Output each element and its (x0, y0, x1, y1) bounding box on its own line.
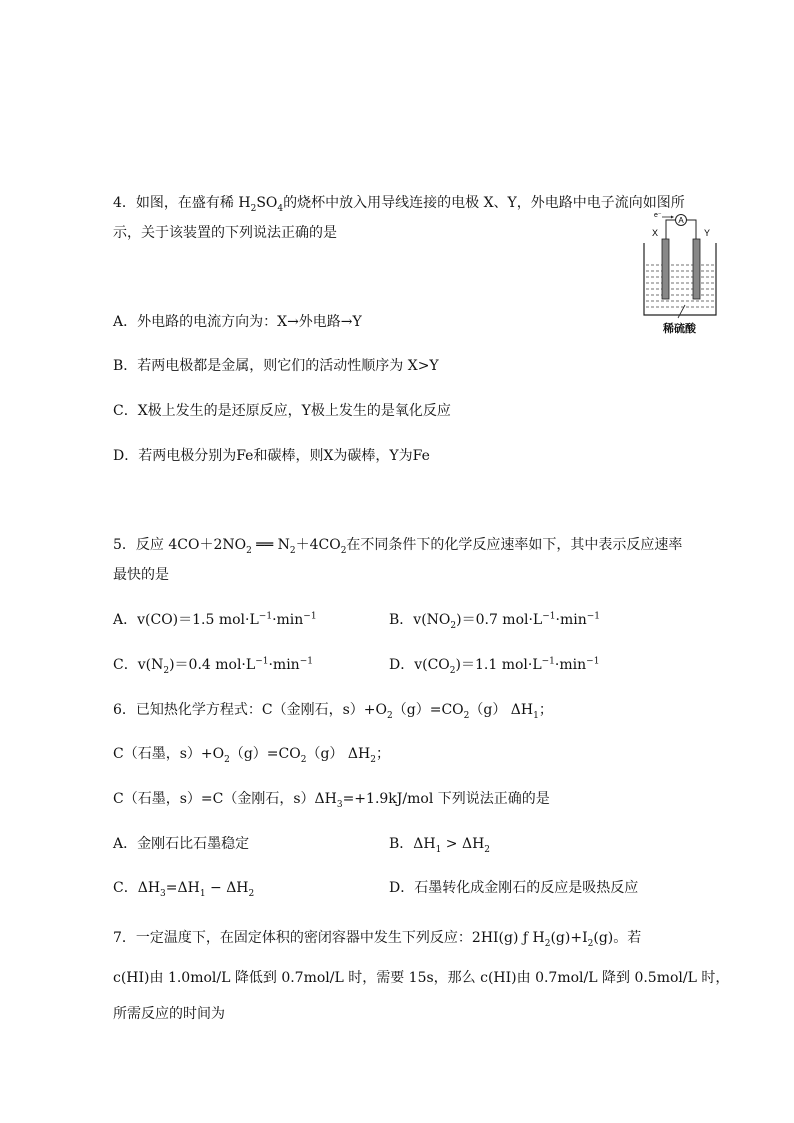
ammeter-label: A (678, 216, 684, 225)
q6-stem-line3: C（石墨，s）=C（金刚石，$s)\Delta H_3=+1.9kJ$/mol 下列说法正确的是 (113, 791, 550, 810)
q7-stem-line3: 所需反应的时间为 (113, 1006, 225, 1022)
solution (646, 265, 714, 307)
electrode-x (662, 239, 669, 299)
q6-option-c: C．$\Delta H_3=\Delta H_1 - \Delta H_2$ (113, 880, 255, 899)
q6-stem-line1: 6．已知热化学方程式：C（金刚石，$s)+O_2(g)=CO_2(g)$ $\Delta H_1$； (113, 702, 553, 721)
q4-stem-line2: 示，关于该装置的下列说法正确的是 (113, 225, 337, 241)
q7-stem-line1: 7．一定温度下，在固定体积的密闭容器中发生下列反应：2HI(g) ƒ $H_2(g)+I_2(g)$。若 (113, 930, 642, 949)
q4-option-c: C．X极上发生的是还原反应，Y极上发生的是氧化反应 (113, 403, 451, 419)
q4-option-d: D．若两电极分别为Fe和碳棒，则X为碳棒，Y为Fe (113, 448, 430, 464)
q4-option-a: A．外电路的电流方向为：X→外电路→Y (113, 314, 362, 330)
beaker (644, 243, 716, 315)
q5-stem-line1: 5．反应 $4CO+2NO_2$ ══ $N_2+4CO_2$在不同条件下的化学反应速率如下，其中表示反应速率 (113, 537, 683, 556)
q5-option-d: D．$v(CO_2)=1.1$ $mol\cdot L^{-1}\cdot\min^{-1}$ (389, 656, 600, 676)
q6-option-a: A．金刚石比石墨稳定 (113, 836, 250, 852)
q7-stem-line2: c(HI)由 1.0mol/L 降低到 0.7mol/L 时，需要 15s，那么 c(HI)由 0.7mol/L 降到 0.5mol/L 时， (113, 970, 730, 986)
diagram-caption: 稀硫酸 (663, 322, 696, 335)
q5-option-c: C．$v(N_2)=0.4$ $mol\cdot L^{-1}\cdot\min^{-1}$ (113, 656, 313, 676)
q6-option-d: D．石墨转化成金刚石的反应是吸热反应 (389, 880, 639, 896)
electrode-y-label: Y (704, 228, 711, 238)
q5-option-a: A．v(CO)＝1.5 $mol\cdot L^{-1}\cdot\min^{-1}$ (113, 611, 317, 628)
electrode-x-label: X (652, 228, 659, 238)
q5-option-b: B．$v(NO_2)=0.7$ $mol\cdot L^{-1}\cdot\min^{-1}$ (389, 611, 601, 631)
q4-stem-line1: 4．如图，在盛有稀 $H_2SO_4$的烧杯中放入用导线连接的电极 X、Y，外电路中电子流向如图所 (113, 195, 685, 214)
q4-option-b: B．若两电极都是金属，则它们的活动性顺序为 X>Y (113, 358, 439, 374)
electrode-y (693, 239, 700, 299)
q5-stem-line2: 最快的是 (113, 567, 169, 583)
q6-stem-line2: C（石墨，$s)+O_2(g)=CO_2(g)$ $\Delta H_2$； (113, 746, 390, 765)
q6-option-b: B．$\Delta H_1 > \Delta H_2$ (389, 836, 491, 855)
electron-label: e⁻ (654, 212, 662, 219)
